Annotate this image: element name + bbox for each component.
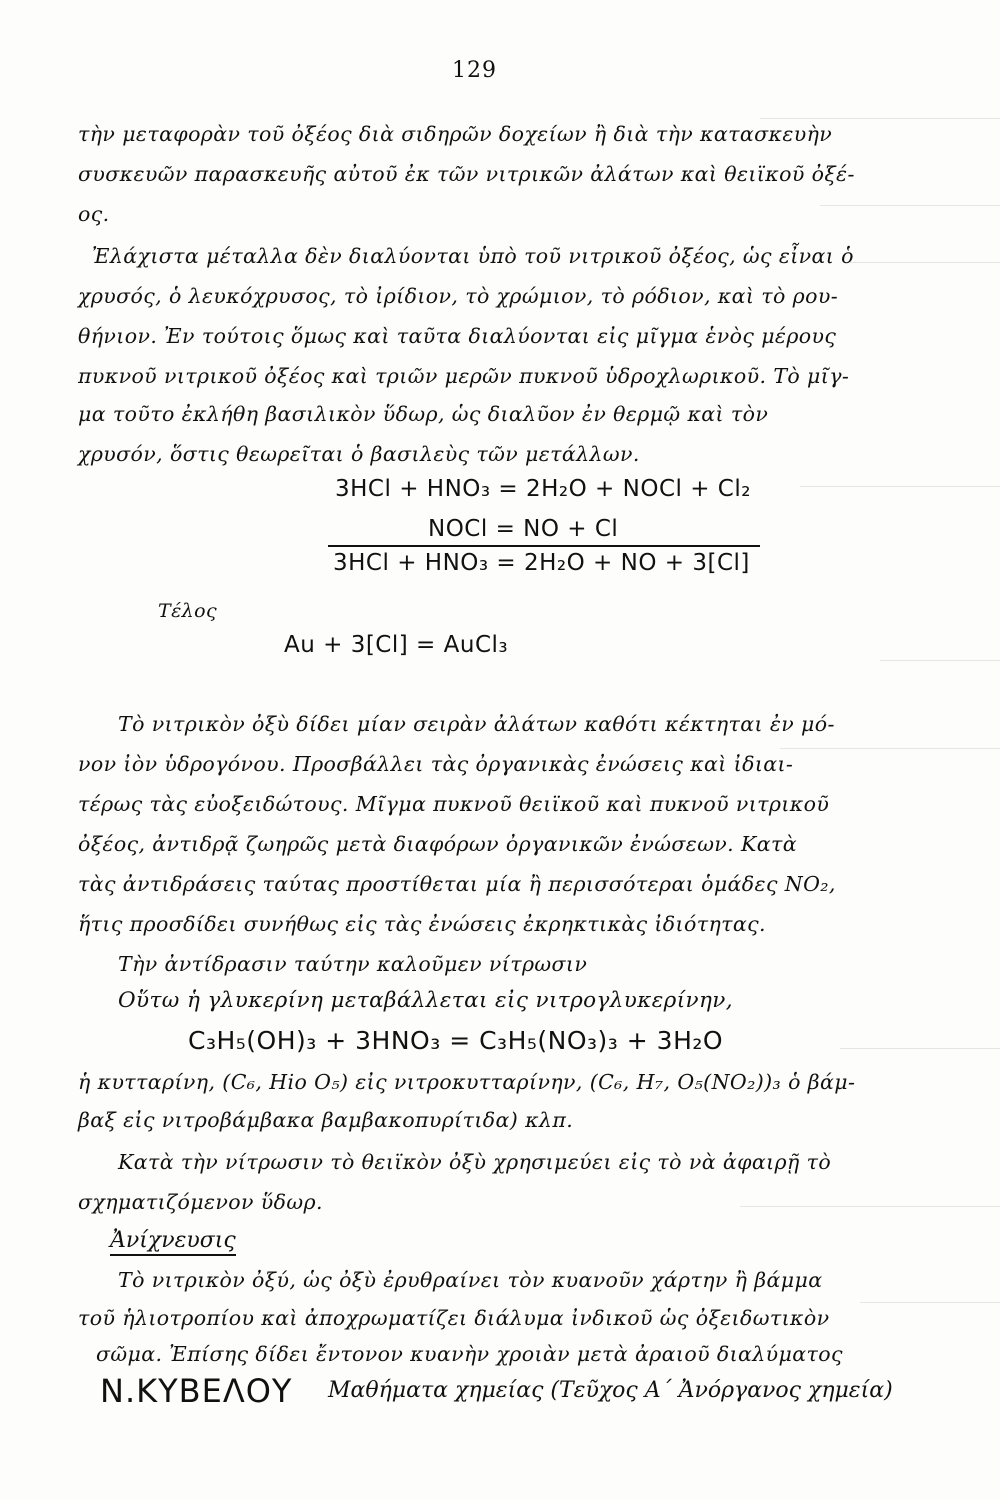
- equation-1: 3HCl + HNO₃ = 2H₂O + NOCl + Cl₂: [335, 476, 751, 502]
- footer-author: Ν.ΚΥΒΕΛΟΥ: [100, 1372, 293, 1410]
- text-line: βαξ εἰς νιτροβάμβακα βαμβακοπυρίτιδα) κλπ.: [78, 1108, 574, 1132]
- equation-4: Au + 3[Cl] = AuCl₃: [284, 632, 509, 658]
- text-line: σῶμα. Ἐπίσης δίδει ἔντονον κυανὴν χροιὰν μετὰ ἀραιοῦ διαλύματος: [96, 1342, 843, 1366]
- footer-title: Μαθήματα χημείας (Τεῦχος Α΄ Ἀνόργανος χημεία): [328, 1378, 893, 1403]
- show-through-line: [800, 486, 1000, 487]
- text-line: ἥτις προσδίδει συνήθως εἰς τὰς ἐνώσεις ἐκρηκτικὰς ἰδιότητας.: [78, 912, 766, 936]
- text-line: Κατὰ τὴν νίτρωσιν τὸ θειϊκὸν ὀξὺ χρησιμεύει εἰς τὸ νὰ ἀφαιρῇ τὸ: [118, 1150, 832, 1174]
- text-line: νον ἰὸν ὑδρογόνου. Προσβάλλει τὰς ὀργανικὰς ἐνώσεις καὶ ἰδιαι-: [78, 752, 794, 776]
- text-line: συσκευῶν παρασκευῆς αὐτοῦ ἐκ τῶν νιτρικῶν ἀλάτων καὶ θειϊκοῦ ὀξέ-: [78, 162, 855, 186]
- section-heading: Ἀνίχνευσις: [110, 1228, 236, 1256]
- text-line: Οὕτω ἡ γλυκερίνη μεταβάλλεται εἰς νιτρογλυκερίνην,: [118, 988, 733, 1013]
- equation-sum-rule: [328, 545, 760, 547]
- text-line: Τὴν ἀντίδρασιν ταύτην καλοῦμεν νίτρωσιν: [118, 952, 588, 976]
- show-through-line: [820, 205, 1000, 206]
- text-line: τοῦ ἡλιοτροπίου καὶ ἀποχρωματίζει διάλυμα ἰνδικοῦ ὡς ὀξειδωτικὸν: [78, 1306, 830, 1330]
- text-line: θήνιον. Ἐν τούτοις ὅμως καὶ ταῦτα διαλύονται εἰς μῖγμα ἑνὸς μέρους: [78, 324, 837, 348]
- show-through-line: [760, 118, 1000, 119]
- text-line: χρυσόν, ὅστις θεωρεῖται ὁ βασιλεὺς τῶν μετάλλων.: [78, 442, 640, 466]
- page-number: 129: [452, 58, 497, 83]
- show-through-line: [860, 1302, 1000, 1303]
- text-telos: Τέλος: [158, 600, 217, 622]
- equation-2: NOCl = NO + Cl: [428, 516, 619, 542]
- show-through-line: [780, 748, 1000, 749]
- text-line: ος.: [78, 202, 110, 226]
- show-through-line: [850, 262, 1000, 263]
- show-through-line: [740, 1206, 1000, 1207]
- show-through-line: [840, 1048, 1000, 1049]
- text-line: τὴν μεταφορὰν τοῦ ὀξέος διὰ σιδηρῶν δοχείων ἢ διὰ τὴν κατασκευὴν: [78, 122, 833, 146]
- show-through-line: [880, 660, 1000, 661]
- text-line: ὀξέος, ἀντιδρᾷ ζωηρῶς μετὰ διαφόρων ὀργανικῶν ἐνώσεων. Κατὰ: [78, 832, 797, 856]
- text-line: πυκνοῦ νιτρικοῦ ὀξέος καὶ τριῶν μερῶν πυκνοῦ ὑδροχλωρικοῦ. Τὸ μῖγ-: [78, 364, 850, 388]
- text-line: ἡ κυτταρίνη, (C₆, Hio O₅) εἰς νιτροκυτταρίνην, (C₆, H₇, O₅(NO₂))₃ ὁ βάμ-: [78, 1070, 856, 1094]
- equation-5: C₃H₅(OH)₃ + 3HNO₃ = C₃H₅(NO₃)₃ + 3H₂O: [188, 1026, 724, 1055]
- text-line: μα τοῦτο ἐκλήθη βασιλικὸν ὕδωρ, ὡς διαλῦον ἐν θερμῷ καὶ τὸν: [78, 402, 769, 426]
- text-line: Τὸ νιτρικὸν ὀξύ, ὡς ὀξὺ ἐρυθραίνει τὸν κυανοῦν χάρτην ἢ βάμμα: [118, 1268, 823, 1292]
- text-line: τὰς ἀντιδράσεις ταύτας προστίθεται μία ἢ περισσότεραι ὁμάδες NO₂,: [78, 872, 836, 896]
- text-line: χρυσός, ὁ λευκόχρυσος, τὸ ἰρίδιον, τὸ χρώμιον, τὸ ρόδιον, καὶ τὸ ρου-: [78, 284, 839, 308]
- text-line: τέρως τὰς εὐοξειδώτους. Μῖγμα πυκνοῦ θειϊκοῦ καὶ πυκνοῦ νιτρικοῦ: [78, 792, 830, 816]
- text-line: σχηματιζόμενον ὕδωρ.: [78, 1190, 323, 1214]
- text-line: Τὸ νιτρικὸν ὀξὺ δίδει μίαν σειρὰν ἀλάτων καθότι κέκτηται ἐν μό-: [118, 712, 835, 736]
- text-line: Ἐλάχιστα μέταλλα δὲν διαλύονται ὑπὸ τοῦ νιτρικοῦ ὀξέος, ὡς εἶναι ὁ: [92, 244, 854, 268]
- equation-3: 3HCl + HNO₃ = 2H₂O + NO + 3[Cl]: [333, 550, 750, 576]
